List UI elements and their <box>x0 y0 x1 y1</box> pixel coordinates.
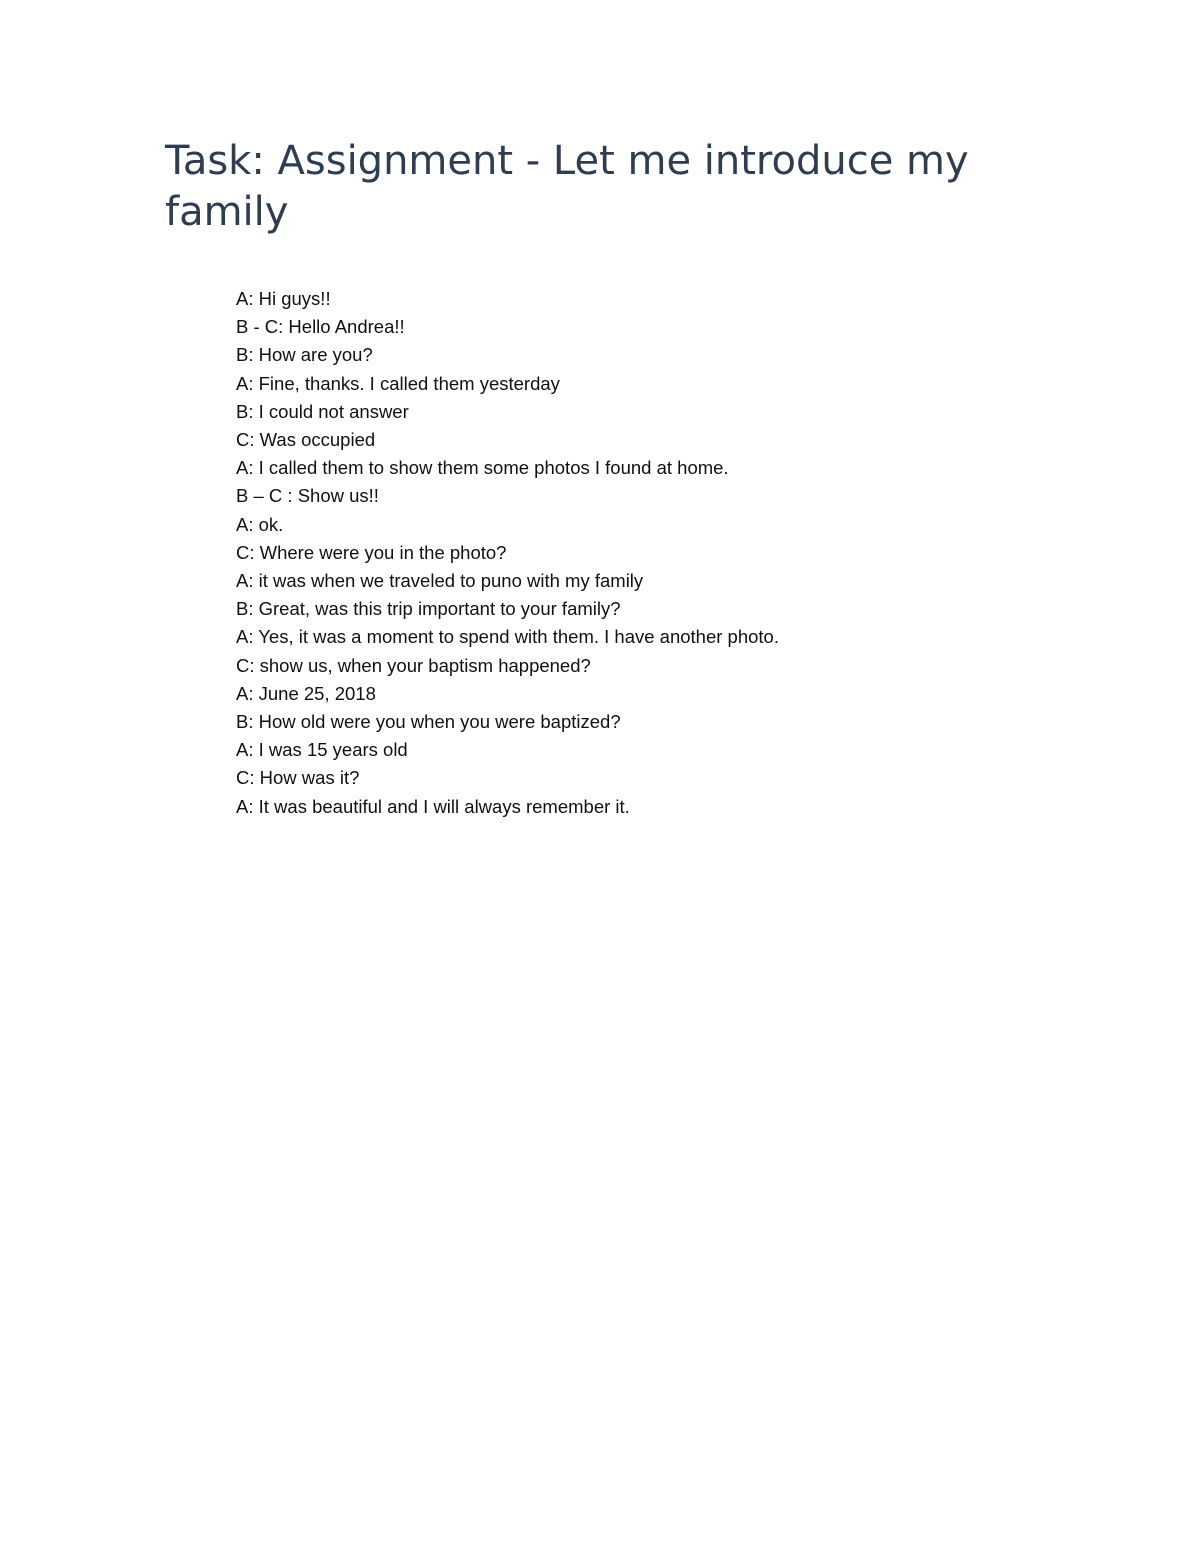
dialogue-line: C: How was it? <box>236 767 360 789</box>
dialogue-line: B: How are you? <box>236 344 373 366</box>
dialogue-line: C: Was occupied <box>236 429 376 451</box>
dialogue-line: B - C: Hello Andrea!! <box>236 316 405 338</box>
dialogue-line: A: Yes, it was a moment to spend with them. I have another photo. <box>236 626 779 648</box>
dialogue-line: C: Where were you in the photo? <box>236 541 507 563</box>
dialogue-line: A: Fine, thanks. I called them yesterday <box>236 372 560 394</box>
dialogue-line: A: I was 15 years old <box>236 739 408 761</box>
dialogue-line: A: ok. <box>236 513 284 535</box>
dialogue-line: C: show us, when your baptism happened? <box>236 654 591 676</box>
dialogue-line: A: Hi guys!! <box>236 288 331 309</box>
dialogue-line: B: I could not answer <box>236 400 409 422</box>
dialogue-line: B: How old were you when you were baptized? <box>236 711 621 733</box>
dialogue-line: B – C : Show us!! <box>236 485 379 507</box>
dialogue-line: B: Great, was this trip important to your family? <box>236 598 621 620</box>
dialogue-line: A: June 25, 2018 <box>236 682 376 704</box>
dialogue-list <box>236 285 1036 821</box>
dialogue-line: A: it was when we traveled to puno with my family <box>236 570 644 592</box>
page-title: Task: Assignment - Let me introduce my family <box>165 138 969 235</box>
dialogue-line: A: I called them to show them some photos I found at home. <box>236 457 729 479</box>
dialogue-line: A: It was beautiful and I will always remember it. <box>236 795 630 817</box>
